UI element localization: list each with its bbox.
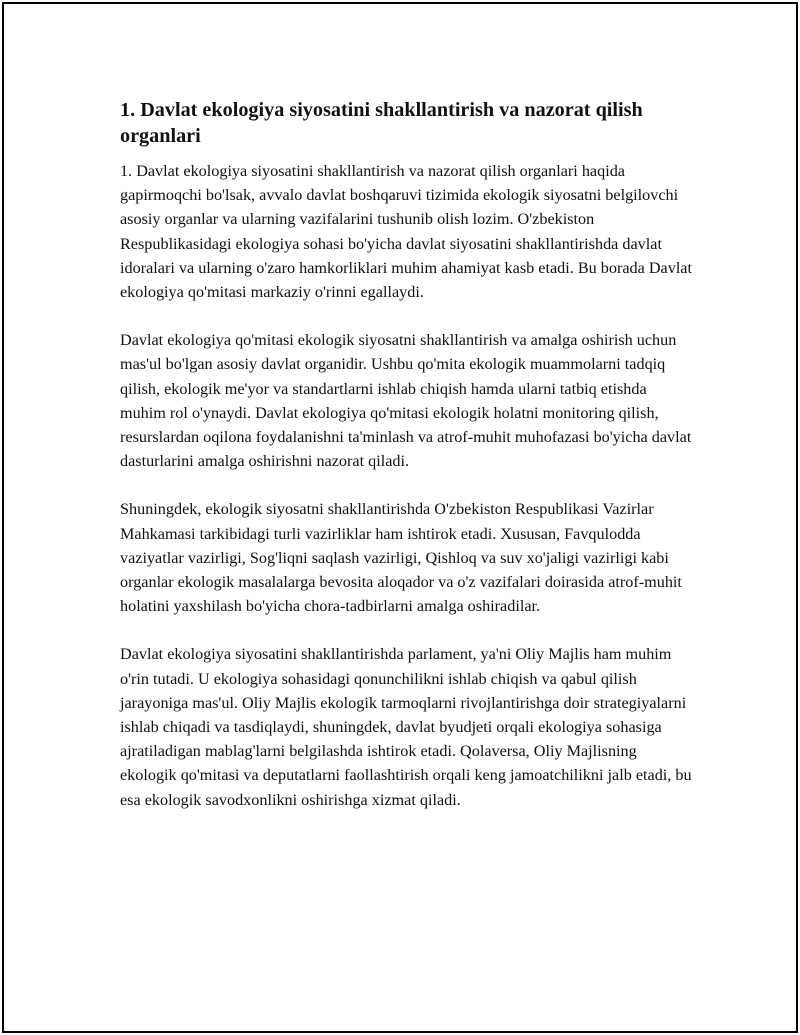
paragraph-4: Davlat ekologiya siyosatini shakllantirishda parlament, ya'ni Oliy Majlis ham muhim o'rin tutadi. U ekologiya sohasidagi qonunchilikni ishlab chiqish va qabul qilish jarayoniga mas'ul. Oliy Majlis ekologik tarmoqlarni rivojlantirishga doir strategiyalarni ishlab chiqadi va tasdiqlaydi, shuningdek, davlat byudjeti orqali ekologiya sohasiga ajratiladigan mablag'larni belgilashda ishtirok etadi. Qolaversa, Oliy Majlisning ekologik qo'mitasi va deputatlarni faollashtirish orqali keng jamoatchilikni jalb etadi, bu esa ekologik savodxonlikni oshirishga xizmat qiladi. <box>120 645 692 809</box>
paragraph-3: Shuningdek, ekologik siyosatni shakllantirishda O'zbekiston Respublikasi Vazirlar Mahkamasi tarkibidagi turli vazirliklar ham ishtirok etadi. Xususan, Favqulodda vaziyatlar vazirligi, Sog'liqni saqlash vazirligi, Qishloq va suv xo'jaligi vazirligi kabi organlar ekologik masalalarga bevosita aloqador va o'z vazifalari doirasida atrof-muhit holatini yaxshilash bo'yicha chora-tadbirlarni amalga oshiradilar. <box>120 500 682 616</box>
document-body <box>120 97 693 836</box>
paragraph-1: 1. Davlat ekologiya siyosatini shakllantirish va nazorat qilish organlari haqida gapirmoqchi bo'lsak, avvalo davlat boshqaruvi tizimida ekologik siyosatni belgilovchi asosiy organlar va ularning vazifalarini tushunib olish lozim. O'zbekiston Respublikasidagi ekologiya sohasi bo'yicha davlat siyosatini shakllantirishda davlat idoralari va ularning o'zaro hamkorliklari muhim ahamiyat kasb etadi. Bu borada Davlat ekologiya qo'mitasi markaziy o'rinni egallaydi. <box>120 162 692 302</box>
document-title: 1. Davlat ekologiya siyosatini shakllantirish va nazorat qilish organlari <box>120 99 643 147</box>
document-page <box>2 2 798 1033</box>
paragraph-2: Davlat ekologiya qo'mitasi ekologik siyosatni shakllantirish va amalga oshirish uchun mas'ul bo'lgan asosiy davlat organidir. Ushbu qo'mita ekologik muammolarni tadqiq qilish, ekologik me'yor va standartlarni ishlab chiqish hamda ularni tatbiq etishda muhim rol o'ynaydi. Davlat ekologiya qo'mitasi ekologik holatni monitoring qilish, resurslardan oqilona foydalanishni ta'minlash va atrof-muhit muhofazasi bo'yicha davlat dasturlarini amalga oshirishni nazorat qiladi. <box>120 331 692 471</box>
